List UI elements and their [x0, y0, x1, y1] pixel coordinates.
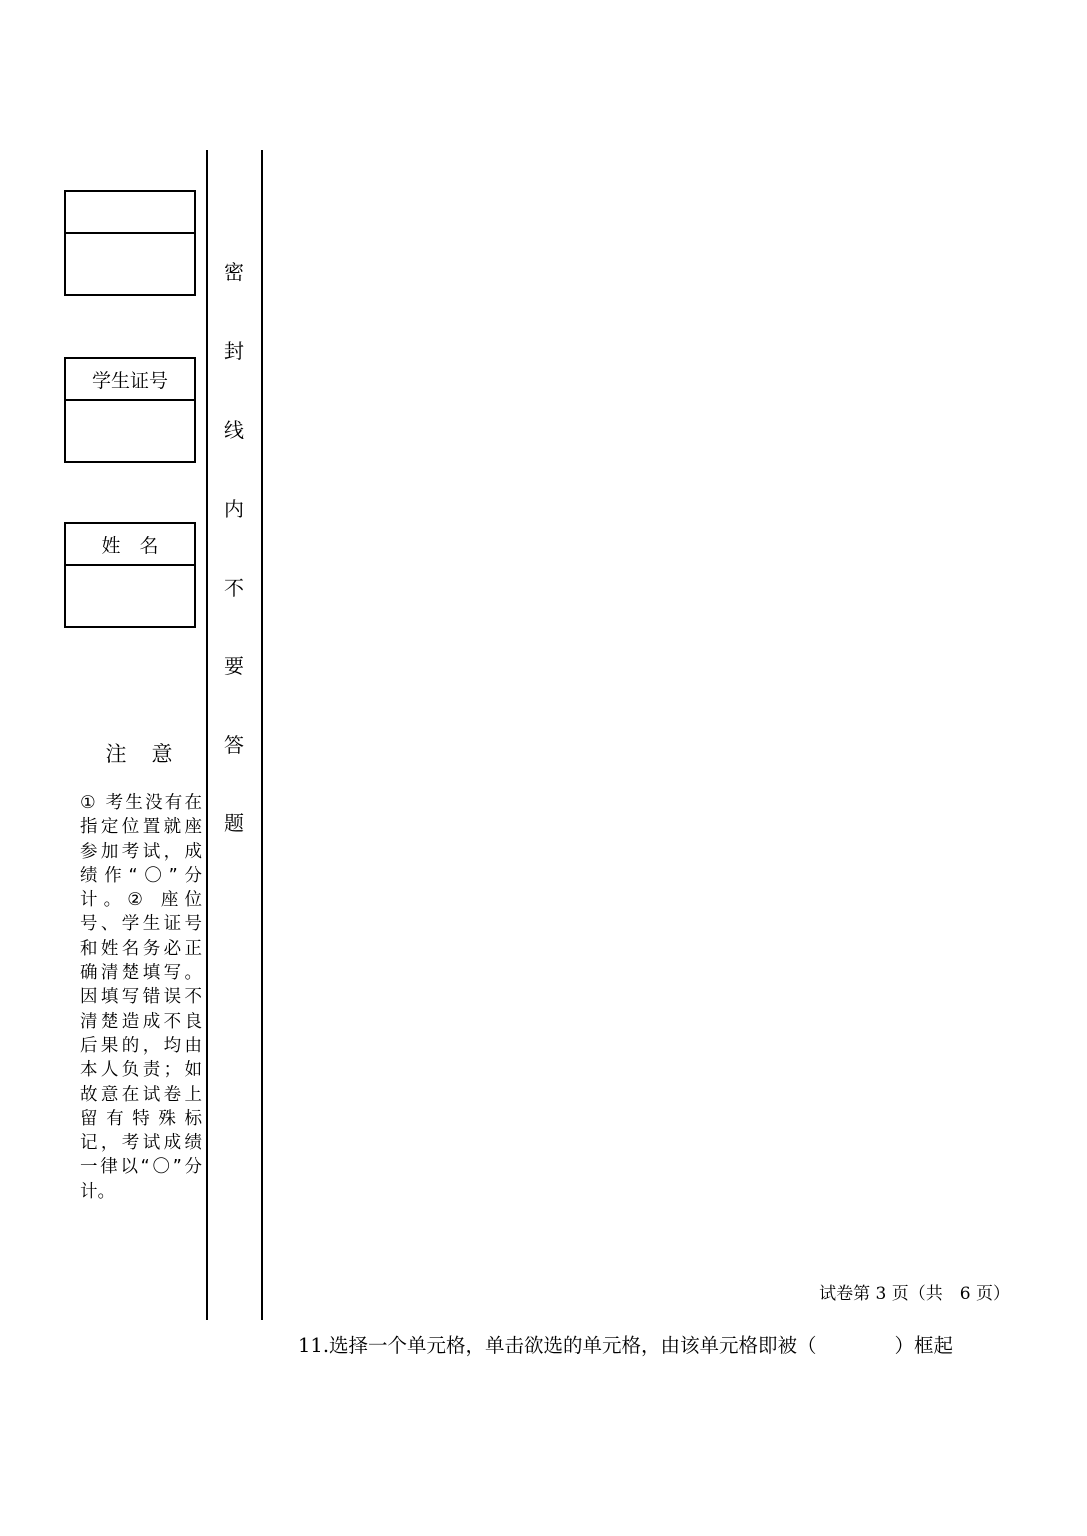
student-id-field[interactable] — [66, 401, 194, 461]
question-11: 11.选择一个单元格，单击欲选的单元格，由该单元格即被（ ）框起 — [298, 1334, 954, 1357]
student-id-label: 学生证号 — [66, 359, 194, 401]
notice-text: ① 考生没有在指定位置就座参加考试，成绩作“〇”分计。② 座位号、学生证号和姓名务必正确清楚填写。因填写错误不清楚造成不良后果的，均由本人负责；如故意在试卷上留有特殊标记，考试成绩一律以“〇”分计。 — [80, 793, 202, 1202]
seal-line-right — [261, 150, 263, 1320]
name-box — [64, 522, 196, 628]
seal-line-left — [206, 150, 208, 1320]
seal-char: 密 — [224, 260, 244, 284]
page-number: 试卷第 3 页（共 6 页） — [819, 1284, 1010, 1304]
seal-char: 题 — [224, 811, 244, 835]
name-field[interactable] — [66, 566, 194, 626]
seat-number-field[interactable] — [66, 234, 194, 294]
seal-char: 内 — [224, 497, 244, 521]
name-label: 姓 名 — [66, 524, 194, 566]
seal-char: 封 — [224, 339, 244, 363]
seal-char: 要 — [224, 654, 244, 678]
seal-char: 线 — [224, 418, 244, 442]
seal-char: 答 — [224, 733, 244, 757]
seat-number-label — [66, 192, 194, 234]
notice-title: 注 意 — [105, 742, 175, 766]
student-id-box — [64, 357, 196, 463]
seal-char: 不 — [224, 576, 244, 600]
seat-number-box — [64, 190, 196, 296]
